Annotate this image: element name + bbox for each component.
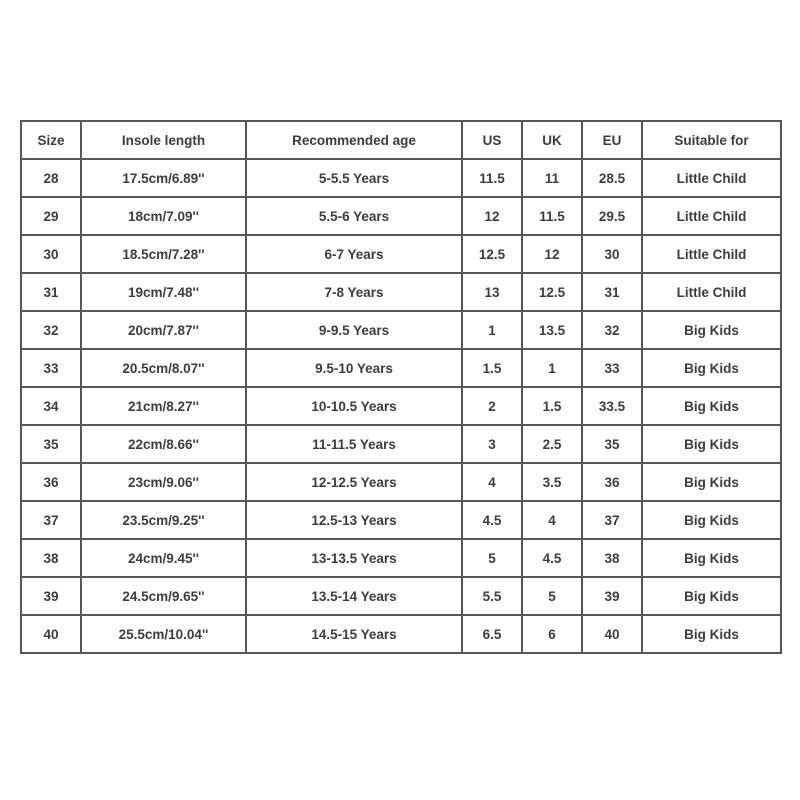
table-cell: 29.5 xyxy=(582,197,642,235)
table-row xyxy=(21,539,781,577)
table-cell: 12.5 xyxy=(522,273,582,311)
table-cell: 34 xyxy=(21,387,81,425)
table-cell: 12 xyxy=(462,197,522,235)
table-cell: 31 xyxy=(21,273,81,311)
table-cell: 38 xyxy=(582,539,642,577)
table-cell: 6 xyxy=(522,615,582,653)
table-cell: 31 xyxy=(582,273,642,311)
table-cell: 5.5 xyxy=(462,577,522,615)
table-cell: 5.5-6 Years xyxy=(246,197,462,235)
table-cell: 20cm/7.87'' xyxy=(81,311,246,349)
table-cell: 18.5cm/7.28'' xyxy=(81,235,246,273)
table-cell: 19cm/7.48'' xyxy=(81,273,246,311)
table-cell: 1.5 xyxy=(522,387,582,425)
table-cell: 35 xyxy=(21,425,81,463)
table-cell: 13 xyxy=(462,273,522,311)
table-cell: 32 xyxy=(582,311,642,349)
table-cell: 6-7 Years xyxy=(246,235,462,273)
table-row xyxy=(21,311,781,349)
column-header: Suitable for xyxy=(642,121,781,159)
table-cell: 12 xyxy=(522,235,582,273)
table-cell: 37 xyxy=(582,501,642,539)
size-chart-table xyxy=(20,120,782,654)
table-cell: 1 xyxy=(522,349,582,387)
table-cell: Big Kids xyxy=(642,577,781,615)
table-cell: 40 xyxy=(21,615,81,653)
table-row xyxy=(21,349,781,387)
table-row xyxy=(21,577,781,615)
table-cell: 38 xyxy=(21,539,81,577)
table-cell: 11.5 xyxy=(522,197,582,235)
table-cell: 24cm/9.45'' xyxy=(81,539,246,577)
table-cell: 21cm/8.27'' xyxy=(81,387,246,425)
table-cell: 5 xyxy=(522,577,582,615)
table-cell: 30 xyxy=(582,235,642,273)
column-header: EU xyxy=(582,121,642,159)
table-cell: 20.5cm/8.07'' xyxy=(81,349,246,387)
table-cell: 13-13.5 Years xyxy=(246,539,462,577)
table-cell: Big Kids xyxy=(642,425,781,463)
table-cell: Little Child xyxy=(642,197,781,235)
table-cell: 7-8 Years xyxy=(246,273,462,311)
table-cell: 33 xyxy=(21,349,81,387)
table-cell: 25.5cm/10.04'' xyxy=(81,615,246,653)
table-row xyxy=(21,387,781,425)
table-cell: 18cm/7.09'' xyxy=(81,197,246,235)
table-row xyxy=(21,425,781,463)
header-row xyxy=(21,121,781,159)
table-cell: 2.5 xyxy=(522,425,582,463)
table-cell: 12.5-13 Years xyxy=(246,501,462,539)
table-row xyxy=(21,463,781,501)
column-header: Recommended age xyxy=(246,121,462,159)
table-cell: Big Kids xyxy=(642,387,781,425)
table-cell: 36 xyxy=(582,463,642,501)
table-cell: 9-9.5 Years xyxy=(246,311,462,349)
table-cell: 28 xyxy=(21,159,81,197)
table-cell: 29 xyxy=(21,197,81,235)
table-cell: 13.5 xyxy=(522,311,582,349)
column-header: Insole length xyxy=(81,121,246,159)
table-cell: Big Kids xyxy=(642,501,781,539)
table-cell: 3 xyxy=(462,425,522,463)
table-cell: 5-5.5 Years xyxy=(246,159,462,197)
table-cell: 1.5 xyxy=(462,349,522,387)
table-row xyxy=(21,235,781,273)
table-cell: 10-10.5 Years xyxy=(246,387,462,425)
table-cell: 30 xyxy=(21,235,81,273)
table-cell: 1 xyxy=(462,311,522,349)
table-row xyxy=(21,197,781,235)
table-cell: 5 xyxy=(462,539,522,577)
table-cell: 11.5 xyxy=(462,159,522,197)
table-cell: 3.5 xyxy=(522,463,582,501)
table-cell: 37 xyxy=(21,501,81,539)
table-cell: Big Kids xyxy=(642,349,781,387)
table-cell: 6.5 xyxy=(462,615,522,653)
table-cell: Big Kids xyxy=(642,311,781,349)
table-cell: 28.5 xyxy=(582,159,642,197)
table-cell: Big Kids xyxy=(642,615,781,653)
table-cell: 13.5-14 Years xyxy=(246,577,462,615)
table-cell: 4.5 xyxy=(522,539,582,577)
table-row xyxy=(21,159,781,197)
table-cell: 39 xyxy=(21,577,81,615)
table-cell: 33 xyxy=(582,349,642,387)
table-cell: Little Child xyxy=(642,159,781,197)
table-cell: 14.5-15 Years xyxy=(246,615,462,653)
table-cell: 35 xyxy=(582,425,642,463)
table-cell: 36 xyxy=(21,463,81,501)
table-cell: 24.5cm/9.65'' xyxy=(81,577,246,615)
table-cell: 2 xyxy=(462,387,522,425)
table-cell: 4 xyxy=(462,463,522,501)
table-cell: 4 xyxy=(522,501,582,539)
table-cell: Little Child xyxy=(642,273,781,311)
table-cell: 11-11.5 Years xyxy=(246,425,462,463)
table-cell: 12-12.5 Years xyxy=(246,463,462,501)
column-header: Size xyxy=(21,121,81,159)
table-cell: 23.5cm/9.25'' xyxy=(81,501,246,539)
table-cell: 11 xyxy=(522,159,582,197)
table-row xyxy=(21,501,781,539)
table-row xyxy=(21,615,781,653)
column-header: US xyxy=(462,121,522,159)
table-cell: 33.5 xyxy=(582,387,642,425)
table-cell: 40 xyxy=(582,615,642,653)
table-cell: 39 xyxy=(582,577,642,615)
table-cell: 17.5cm/6.89'' xyxy=(81,159,246,197)
table-cell: Big Kids xyxy=(642,463,781,501)
column-header: UK xyxy=(522,121,582,159)
table-cell: 9.5-10 Years xyxy=(246,349,462,387)
table-cell: 32 xyxy=(21,311,81,349)
table-cell: 23cm/9.06'' xyxy=(81,463,246,501)
table-cell: 22cm/8.66'' xyxy=(81,425,246,463)
table-cell: 12.5 xyxy=(462,235,522,273)
table-cell: Little Child xyxy=(642,235,781,273)
table-cell: 4.5 xyxy=(462,501,522,539)
table-row xyxy=(21,273,781,311)
table-cell: Big Kids xyxy=(642,539,781,577)
